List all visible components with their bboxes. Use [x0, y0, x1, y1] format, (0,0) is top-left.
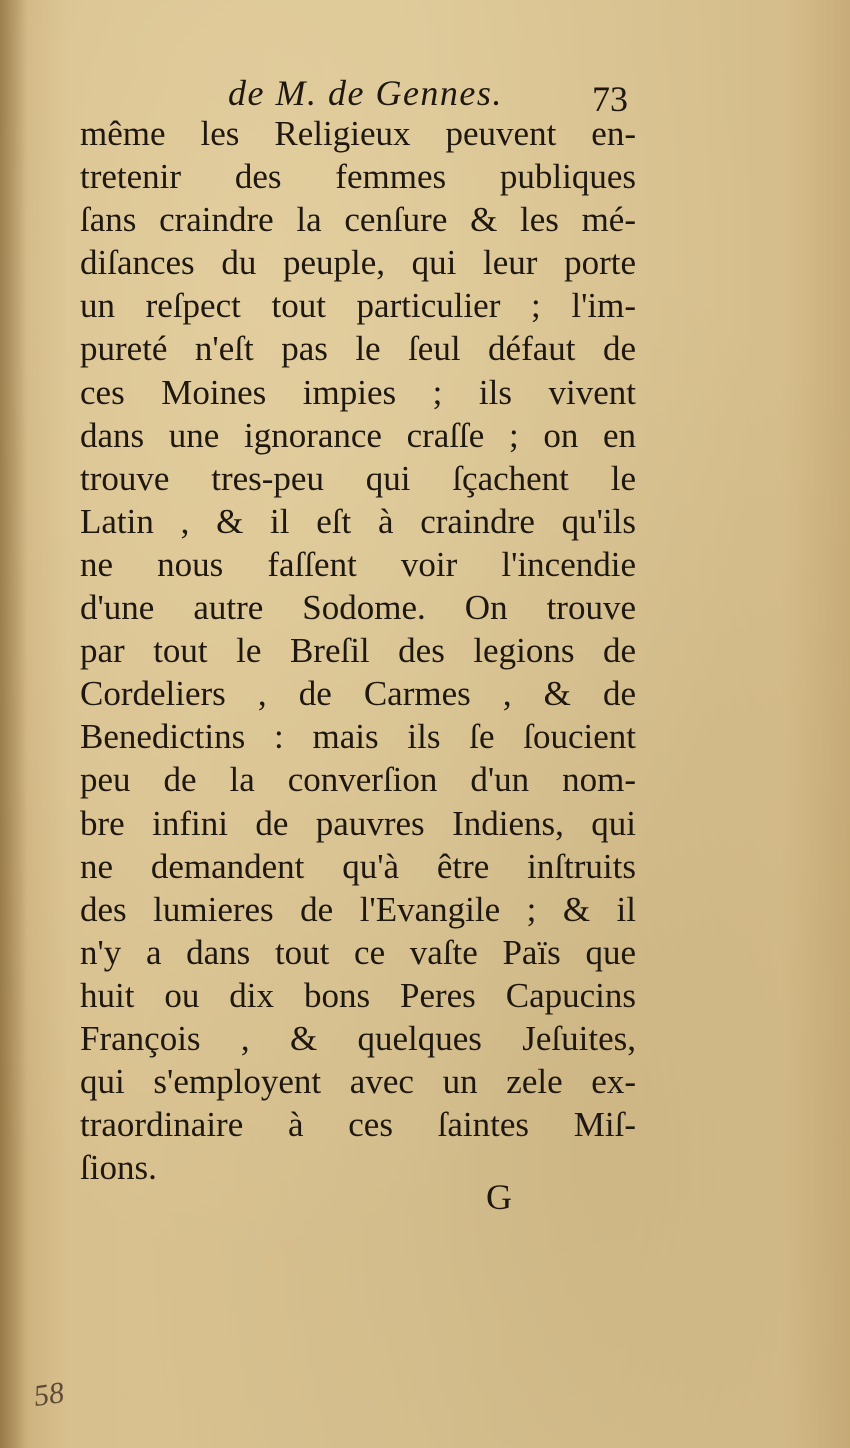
binding-shadow [0, 0, 28, 1448]
text-line: ſans craindre la cenſure & les mé- [80, 200, 636, 240]
text-line: Cordeliers , de Carmes , & de [80, 674, 636, 714]
text-line: n'y a dans tout ce vaſte Païs que [80, 932, 636, 972]
text-line: un reſpect tout particulier ; l'im- [80, 286, 636, 326]
text-line: diſances du peuple, qui leur porte [80, 243, 636, 283]
text-line: qui s'employent avec un zele ex- [80, 1062, 636, 1102]
text-line: huit ou dix bons Peres Capucins [80, 975, 636, 1015]
signature-mark: G [486, 1177, 512, 1217]
text-line: d'une autre Sodome. On trouve [80, 588, 636, 628]
folio-mark: 58 [31, 1376, 67, 1413]
text-line: pureté n'eſt pas le ſeul défaut de [80, 329, 636, 369]
running-head: de M. de Gennes. [228, 73, 503, 113]
text-line: ces Moines impies ; ils vivent [80, 372, 636, 412]
text-line: même les Religieux peuvent en- [80, 114, 636, 153]
text-line: des lumieres de l'Evangile ; & il [80, 889, 636, 929]
text-line: ſions. [80, 1148, 157, 1188]
text-line: bre infini de pauvres Indiens, qui [80, 803, 636, 843]
text-line: tretenir des femmes publiques [80, 157, 636, 197]
text-line: traordinaire à ces ſaintes Miſ- [80, 1105, 636, 1145]
text-line: François , & quelques Jeſuites, [80, 1018, 636, 1058]
text-line: Benedictins : mais ils ſe ſoucient [80, 717, 636, 757]
text-line: ne demandent qu'à être inſtruits [80, 846, 636, 886]
body-text [80, 112, 636, 1189]
text-line: ne nous faſſent voir l'incendie [80, 544, 636, 584]
text-line: dans une ignorance craſſe ; on en [80, 415, 636, 455]
text-line: Latin , & il eſt à craindre qu'ils [80, 501, 636, 541]
text-line: trouve tres-peu qui ſçachent le [80, 458, 636, 498]
page-number: 73 [592, 79, 628, 119]
text-line: peu de la converſion d'un nom- [80, 760, 636, 800]
text-line: par tout le Breſil des legions de [80, 631, 636, 671]
